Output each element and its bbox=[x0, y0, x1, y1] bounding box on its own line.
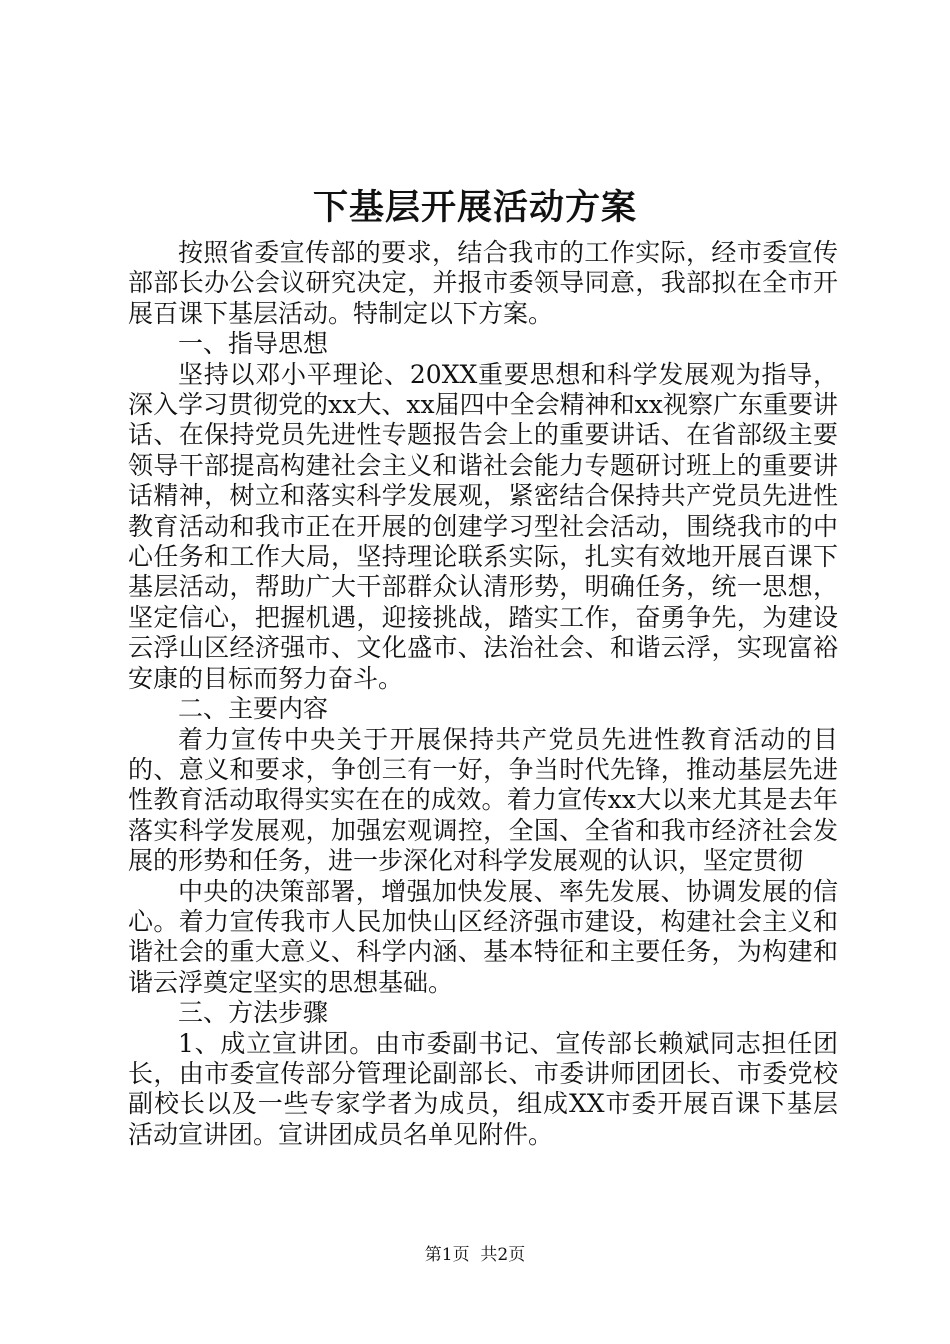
section-heading-main-content: 二、主要内容 bbox=[178, 694, 329, 724]
document-title: 下基层开展活动方案 bbox=[312, 187, 637, 228]
main-content-paragraph-2: 中央的决策部署，增强加快发展、率先发展、协调发展的信心。着力宣传我市人民加快山区经济强市建设，构建社会主义和谐社会的重大意义、科学内涵、基本特征和主要任务，为构建和谐云浮奠定坚实的思想基础。 bbox=[128, 876, 838, 997]
page-total: 共2页 bbox=[480, 1245, 526, 1265]
section-heading-method-steps: 三、方法步骤 bbox=[178, 998, 329, 1028]
section-heading-guiding-thought: 一、指导思想 bbox=[178, 329, 329, 359]
guiding-thought-paragraph: 坚持以邓小平理论、20XX重要思想和科学发展观为指导，深入学习贯彻党的xx大、xx届四中全会精神和xx视察广东重要讲话、在保持党员先进性专题报告会上的重要讲话、在省部级主要领导干部提高构建社会主义和谐社会能力专题研讨班上的重要讲话精神，树立和落实科学发展观，紧密结合保持共产党员先进性教育活动和我市正在开展的创建学习型社会活动，围绕我市的中心任务和工作大局，坚持理论联系实际，扎实有效地开展百课下基层活动，帮助广大干部群众认清形势，明确任务，统一思想，坚定信心，把握机遇，迎接挑战，踏实工作，奋勇争先，为建设云浮山区经济强市、文化盛市、法治社会、和谐云浮，实现富裕安康的目标而努力奋斗。 bbox=[128, 359, 838, 693]
main-content-paragraph-1: 着力宣传中央关于开展保持共产党员先进性教育活动的目的、意义和要求，争创三有一好，争当时代先锋，推动基层先进性教育活动取得实实在在的成效。着力宣传xx大以来尤其是去年落实科学发展观，加强宏观调控，全国、全省和我市经济社会发展的形势和任务，进一步深化对科学发展观的认识，坚定贯彻 bbox=[128, 724, 838, 876]
document-body bbox=[128, 238, 838, 1150]
page-number: 第1页 bbox=[424, 1245, 470, 1265]
page-footer bbox=[0, 1244, 950, 1266]
intro-paragraph: 按照省委宣传部的要求，结合我市的工作实际，经市委宣传部部长办公会议研究决定，并报市委领导同意，我部拟在全市开展百课下基层活动。特制定以下方案。 bbox=[128, 238, 838, 328]
method-steps-paragraph-1: 1、成立宣讲团。由市委副书记、宣传部长赖斌同志担任团长，由市委宣传部分管理论副部长、市委讲师团团长、市委党校副校长以及一些专家学者为成员，组成XX市委开展百课下基层活动宣讲团。宣讲团成员名单见附件。 bbox=[128, 1028, 838, 1149]
